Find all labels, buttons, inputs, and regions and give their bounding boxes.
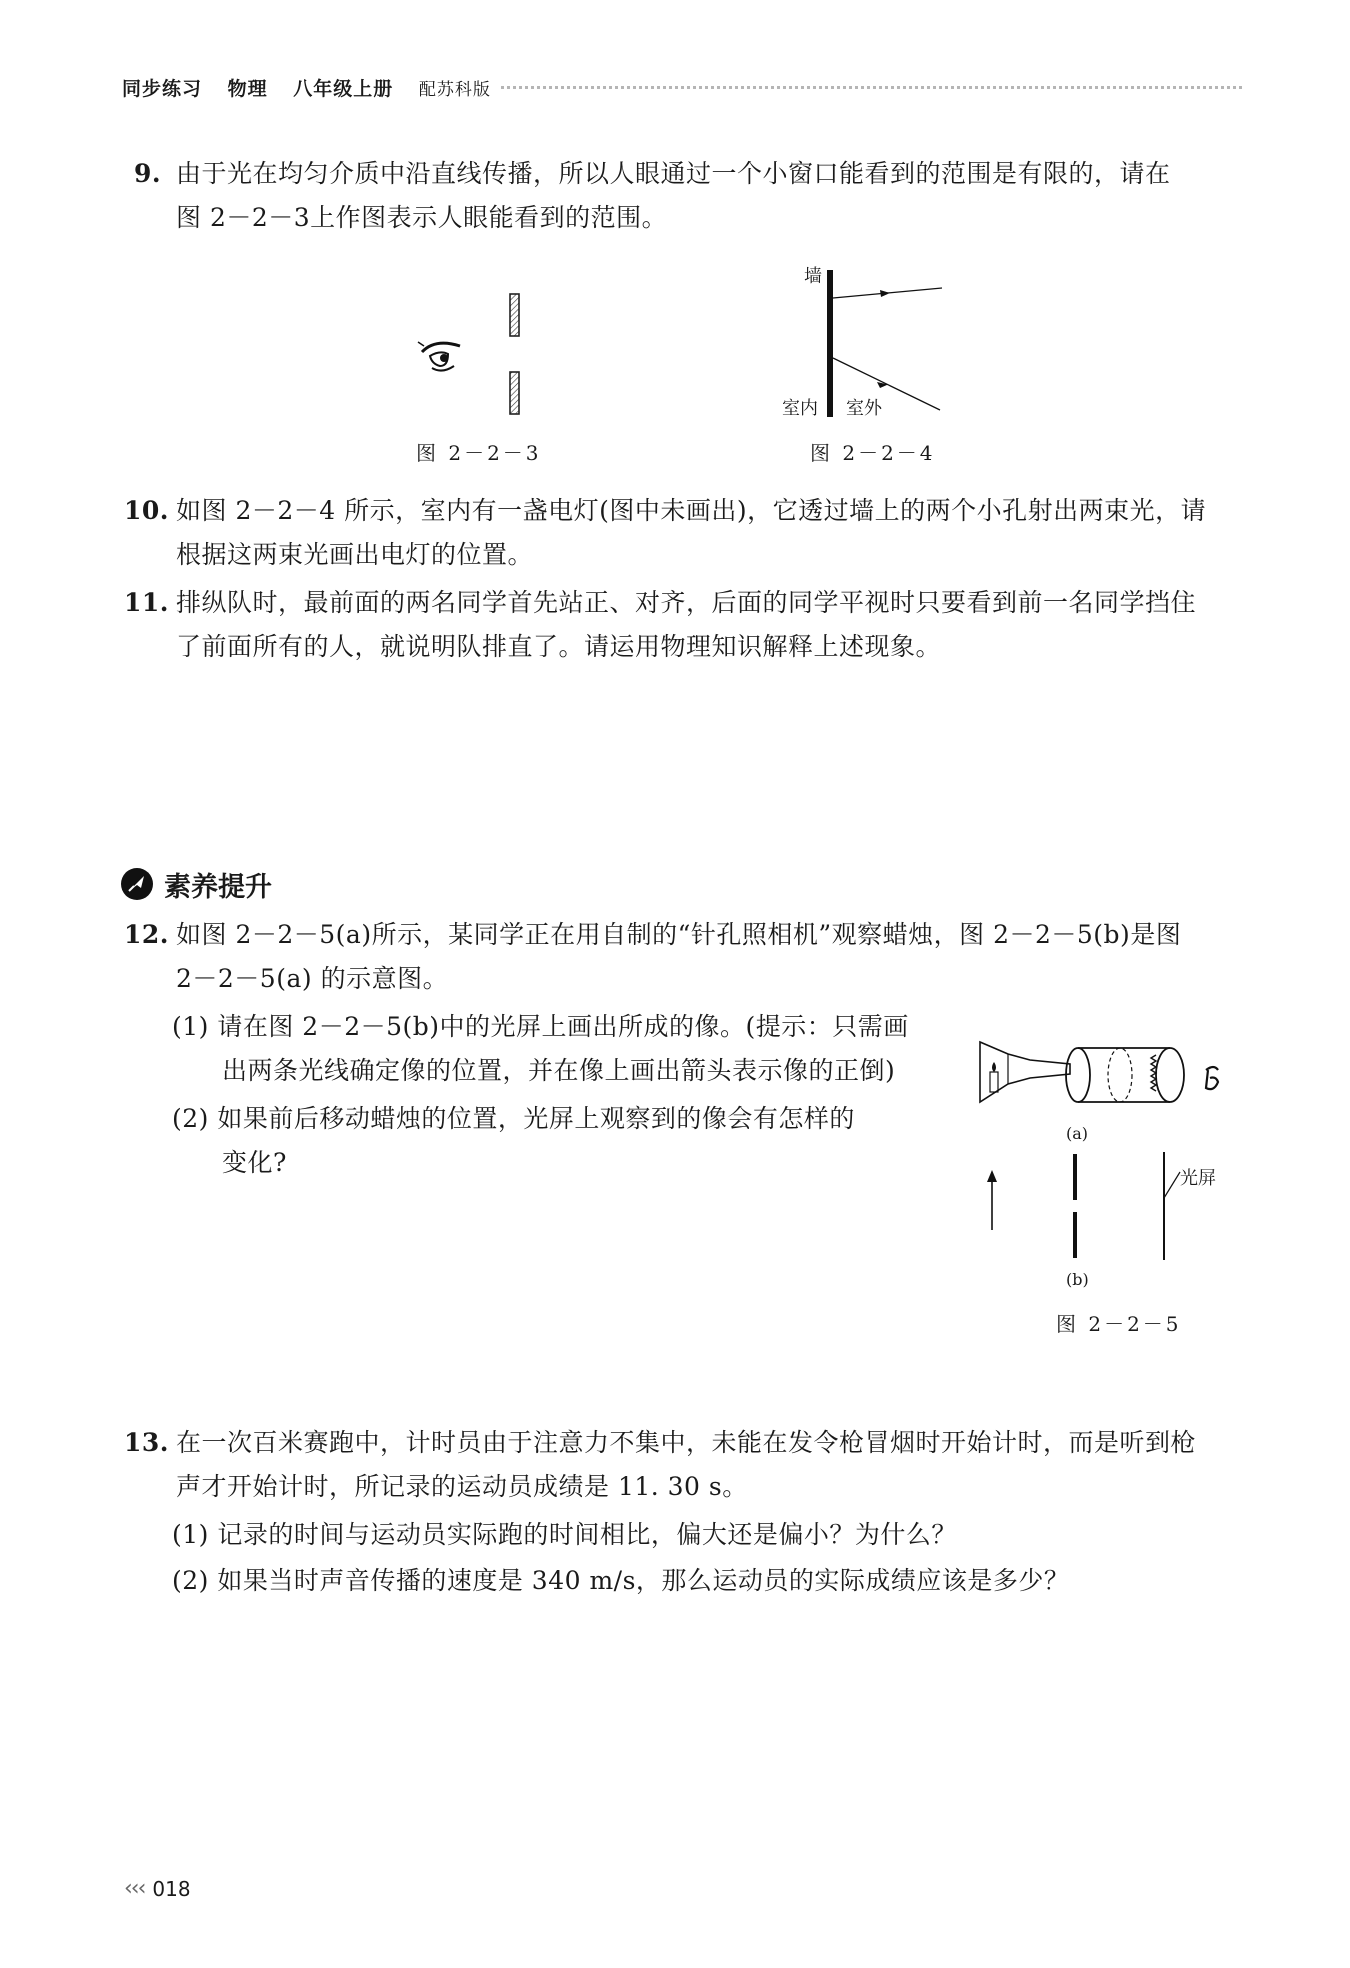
question-text: (1) 请在图 2－2－5(b)中的光屏上画出所成的像。(提示：只需画: [172, 1012, 909, 1041]
figure-caption: 图 2－2－4: [810, 441, 936, 465]
wall-label: 墙: [804, 266, 822, 287]
header-subject: 物理: [227, 77, 268, 100]
rocket-icon: [120, 867, 154, 901]
question-12-part-2: [172, 1097, 972, 1185]
candle-icon: [990, 1062, 998, 1092]
question-number: 13.: [124, 1428, 169, 1457]
header-grade: 八年级上册: [293, 77, 394, 100]
question-text: 如图 2－2－5(a)所示，某同学正在用自制的“针孔照相机”观察蜡烛，图 2－2－5(b)是图: [176, 920, 1182, 949]
wall: [827, 270, 833, 417]
window-lower-wall: [510, 372, 519, 414]
question-text: 在一次百米赛跑中，计时员由于注意力不集中，未能在发令枪冒烟时开始计时，而是听到枪: [176, 1428, 1197, 1457]
question-text: (2) 如果前后移动蜡烛的位置，光屏上观察到的像会有怎样的: [172, 1104, 855, 1133]
question-text: 排纵队时，最前面的两名同学首先站正、对齐，后面的同学平视时只要看到前一名同学挡住: [176, 588, 1197, 617]
question-text: 图 2－2－3上作图表示人眼能看到的范围。: [176, 203, 668, 232]
question-number: 12.: [124, 920, 169, 949]
figure-2-2-5a: [970, 1030, 1230, 1130]
question-12-part-1: [172, 1005, 972, 1093]
section-title: 素养提升: [164, 871, 272, 903]
page-number: 018: [152, 1876, 191, 1901]
question-11: [124, 581, 1244, 669]
question-text: 2－2－5(a) 的示意图。: [176, 964, 449, 993]
question-text: 变化?: [222, 1148, 287, 1177]
figure-2-2-3: [400, 280, 560, 440]
header-rule: [501, 86, 1242, 89]
question-text: 出两条光线确定像的位置，并在像上画出箭头表示像的正倒): [222, 1056, 896, 1085]
question-text: 了前面所有的人，就说明队排直了。请运用物理知识解释上述现象。: [176, 632, 942, 661]
question-text: 根据这两束光画出电灯的位置。: [176, 540, 534, 569]
chevron-left-icon: ‹‹‹: [124, 1876, 145, 1901]
page-header: [122, 72, 1242, 102]
arrow-icon: [877, 382, 888, 388]
indoor-label: 室内: [782, 398, 818, 419]
figure-label-b: (b): [1066, 1270, 1089, 1289]
pinhole-camera-cylinder: [1066, 1048, 1184, 1102]
header-title: [122, 74, 497, 101]
window-upper-wall: [510, 294, 519, 336]
pinhole-barrier-lower: [1073, 1212, 1077, 1258]
question-13-part-1: (1) 记录的时间与运动员实际跑的时间相比，偏大还是偏小？为什么？: [172, 1520, 957, 1549]
question-13-part-2: (2) 如果当时声音传播的速度是 340 m/s，那么运动员的实际成绩应该是多少？: [172, 1566, 1070, 1595]
header-edition: 配苏科版: [418, 79, 491, 100]
outdoor-label: 室外: [846, 398, 882, 419]
eye-icon: [418, 342, 460, 371]
figure-caption: 图 2－2－5: [1056, 1312, 1182, 1336]
question-number: 11.: [124, 588, 169, 617]
figure-caption: 图 2－2－3: [416, 441, 542, 465]
page-footer: [124, 1876, 191, 1901]
question-9: [134, 152, 1244, 240]
question-text: 由于光在均匀介质中沿直线传播，所以人眼通过一个小窗口能看到的范围是有限的，请在: [176, 159, 1171, 188]
screen-label: 光屏: [1180, 1168, 1216, 1189]
question-number: 10.: [124, 496, 169, 525]
question-text: 声才开始计时，所记录的运动员成绩是 11. 30 s。: [176, 1472, 748, 1501]
figure-label-a: (a): [1066, 1124, 1089, 1143]
section-header: [120, 862, 272, 906]
question-number: 9.: [134, 159, 162, 188]
question-10: [124, 489, 1244, 577]
pinhole-barrier-upper: [1073, 1154, 1077, 1200]
question-text: 如图 2－2－4 所示，室内有一盏电灯(图中未画出)，它透过墙上的两个小孔射出两束光，请: [176, 496, 1207, 525]
arrow-up-icon: [987, 1170, 997, 1182]
question-13: [124, 1421, 1244, 1509]
screen-pointer-line: [1164, 1172, 1180, 1198]
question-12: [124, 913, 1244, 1001]
header-series: 同步练习: [122, 77, 203, 100]
observer-eye-icon: [1206, 1067, 1218, 1089]
arrow-icon: [880, 290, 890, 297]
